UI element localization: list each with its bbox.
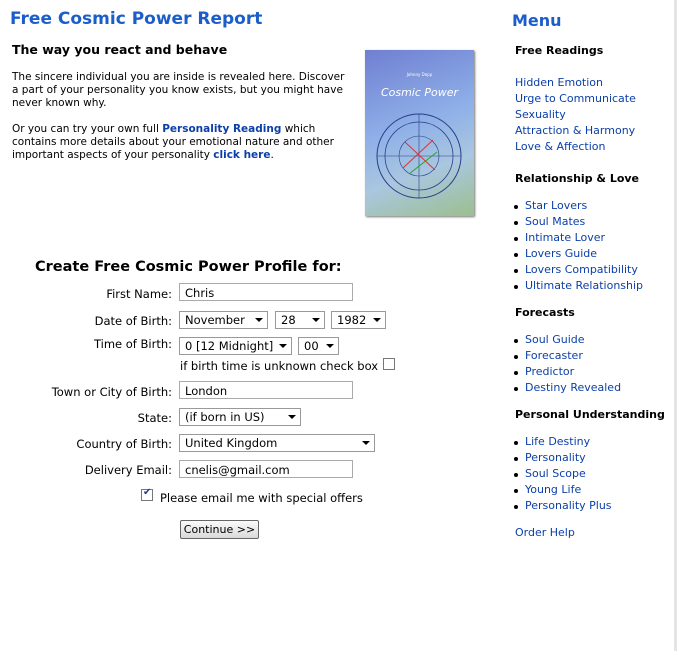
town-label: Town or City of Birth: [51,385,172,399]
cover-title: Cosmic Power [380,86,459,99]
report-cover-image [365,50,474,216]
menu-item-predictor[interactable] [515,365,574,378]
menu-item-star-lovers[interactable] [515,199,587,212]
menu-item-label[interactable]: Personality [525,451,586,464]
dob-year-value: 1982 [337,313,367,327]
menu-item-soul-scope[interactable] [515,467,586,480]
email-input[interactable]: cnelis@gmail.com [179,460,353,478]
menu-item-lovers-compatibility[interactable] [515,263,638,276]
menu-item-lovers-guide[interactable] [515,247,597,260]
chevron-down-icon [373,318,381,322]
chevron-down-icon [255,318,263,322]
state-label: State: [137,411,172,425]
tob-minute-value: 00 [304,339,319,353]
reading-text-end: . [270,149,274,161]
state-select[interactable] [179,408,301,426]
special-offers-checkbox[interactable] [141,489,153,501]
dob-month-select[interactable] [179,311,268,329]
dob-label: Date of Birth: [94,314,172,328]
astro-chart-icon [375,112,463,200]
chevron-down-icon [279,344,287,348]
menu-link-sexuality[interactable]: Sexuality [515,108,566,121]
menu-link-hidden-emotion[interactable]: Hidden Emotion [515,76,603,89]
country-value: United Kingdom [185,436,278,450]
state-value: (if born in US) [185,410,265,424]
menu-item-label[interactable]: Personality Plus [525,499,612,512]
free-readings-heading: Free Readings [515,44,604,57]
reading-text-a: Or you can try your own full [12,123,163,135]
chevron-down-icon [326,344,334,348]
tob-hour-select[interactable] [179,337,292,355]
menu-item-personality-plus[interactable] [515,499,612,512]
menu-item-life-destiny[interactable] [515,435,590,448]
intro-paragraph: The sincere individual you are inside is revealed here. Discover a part of your personality you know exists, but you might have never known why. [12,71,345,109]
menu-item-label[interactable]: Lovers Guide [525,247,597,260]
forecasts-heading: Forecasts [515,306,575,319]
order-help-link[interactable]: Order Help [515,526,575,539]
email-label: Delivery Email: [84,463,172,477]
menu-item-label[interactable]: Destiny Revealed [525,381,622,394]
menu-item-ultimate-relationship[interactable] [515,279,643,292]
chevron-down-icon [312,318,320,322]
dob-month-value: November [185,313,245,327]
reading-paragraph [12,123,352,162]
unknown-time-label: if birth time is unknown check box [180,359,379,373]
relationship-love-heading: Relationship & Love [515,172,640,185]
menu-item-label[interactable]: Ultimate Relationship [525,279,644,292]
menu-title: Menu [512,11,562,30]
menu-item-label[interactable]: Soul Scope [525,467,586,480]
menu-item-soul-guide[interactable] [515,333,585,346]
tob-minute-select[interactable] [298,337,339,355]
first-name-input[interactable]: Chris [179,283,353,301]
chevron-down-icon [362,441,370,445]
dob-day-value: 28 [281,313,296,327]
menu-item-label[interactable]: Soul Guide [525,333,585,346]
menu-item-soul-mates[interactable] [515,215,585,228]
menu-link-urge-to-communicate[interactable]: Urge to Communicate [515,92,636,105]
menu-item-personality[interactable] [515,451,586,464]
special-offers-label: Please email me with special offers [160,491,363,505]
form-heading: Create Free Cosmic Power Profile for: [35,259,342,275]
menu-link-attraction-harmony[interactable]: Attraction & Harmony [515,124,636,137]
dob-year-select[interactable] [331,311,386,329]
continue-button[interactable]: Continue >> [180,520,259,539]
cover-owner-name: Johnny Depp [406,72,433,77]
click-here-link[interactable]: click here [213,149,271,161]
unknown-time-checkbox[interactable] [383,358,395,370]
menu-item-label[interactable]: Soul Mates [525,215,586,228]
menu-item-label[interactable]: Lovers Compatibility [525,263,638,276]
menu-item-label[interactable]: Forecaster [525,349,583,362]
tob-label: Time of Birth: [93,337,172,351]
menu-item-label[interactable]: Young Life [525,483,582,496]
country-label: Country of Birth: [76,437,172,451]
personal-understanding-heading: Personal Understanding [515,408,665,421]
menu-item-forecaster[interactable] [515,349,583,362]
menu-item-label[interactable]: Star Lovers [525,199,588,212]
menu-link-love-affection[interactable]: Love & Affection [515,140,606,153]
town-input[interactable]: London [179,381,353,399]
reading-text-b: which contains more details about your emotional nature and other important aspects of your personality [12,123,334,161]
menu-item-label[interactable]: Predictor [525,365,575,378]
first-name-label: First Name: [106,287,172,301]
menu-item-young-life[interactable] [515,483,581,496]
country-select[interactable] [179,434,375,452]
menu-item-destiny-revealed[interactable] [515,381,621,394]
menu-item-intimate-lover[interactable] [515,231,605,244]
menu-item-label[interactable]: Life Destiny [525,435,591,448]
tob-hour-value: 0 [12 Midnight] [185,339,274,353]
dob-day-select[interactable] [275,311,325,329]
page-title: Free Cosmic Power Report [10,9,263,29]
menu-item-label[interactable]: Intimate Lover [525,231,606,244]
section-subtitle: The way you react and behave [12,42,228,57]
chevron-down-icon [288,415,296,419]
personality-reading-link[interactable]: Personality Reading [162,123,282,135]
